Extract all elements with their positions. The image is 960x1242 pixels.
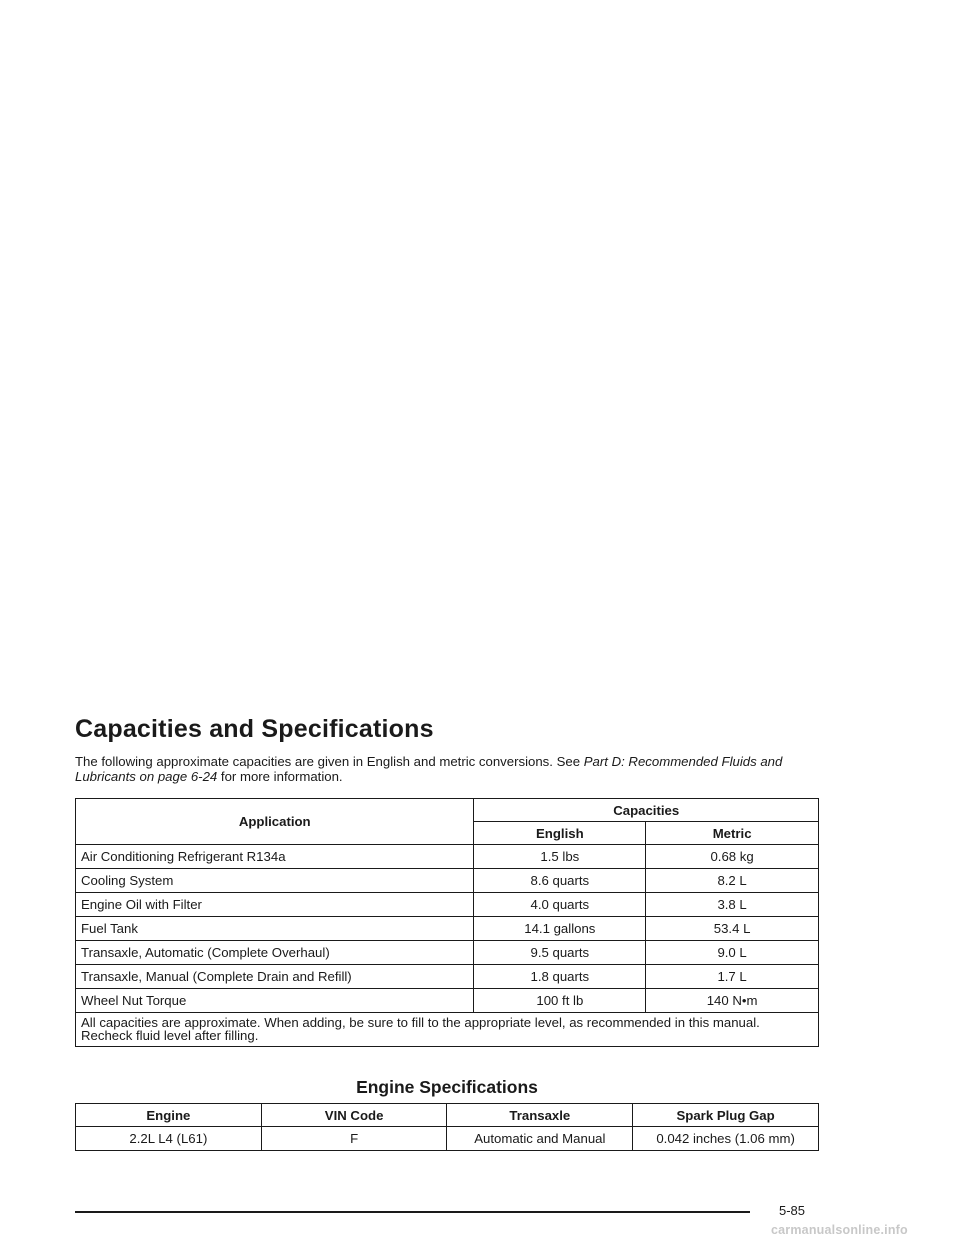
intro-paragraph (75, 754, 820, 784)
table-row (76, 869, 819, 893)
header-application: Application (76, 799, 474, 845)
table-row (76, 965, 819, 989)
application-cell: Air Conditioning Refrigerant R134a (76, 845, 474, 869)
metric-cell: 1.7 L (646, 965, 819, 989)
header-capacities: Capacities (474, 799, 819, 822)
page-number: 5-85 (779, 1203, 806, 1218)
transaxle-cell: Automatic and Manual (447, 1127, 633, 1151)
intro-text: The following approximate capacities are given in English and metric conversions. See (75, 754, 584, 769)
application-cell: Transaxle, Automatic (Complete Overhaul) (76, 941, 474, 965)
table-row (76, 1127, 819, 1151)
header-engine: Engine (76, 1104, 262, 1127)
engine-specs-table (75, 1103, 819, 1151)
spark-plug-gap-cell: 0.042 inches (1.06 mm) (633, 1127, 819, 1151)
capacities-note: All capacities are approximate. When adding, be sure to fill to the appropriate level, as recommended in this manual. Recheck fluid level after filling. (76, 1013, 819, 1047)
application-cell: Engine Oil with Filter (76, 893, 474, 917)
english-cell: 1.8 quarts (474, 965, 646, 989)
table-row (76, 989, 819, 1013)
application-cell: Transaxle, Manual (Complete Drain and Refill) (76, 965, 474, 989)
engine-cell: 2.2L L4 (L61) (76, 1127, 262, 1151)
application-cell: Cooling System (76, 869, 474, 893)
watermark: carmanualsonline.info (771, 1223, 908, 1237)
metric-cell: 9.0 L (646, 941, 819, 965)
application-cell: Wheel Nut Torque (76, 989, 474, 1013)
table-row (76, 893, 819, 917)
application-cell: Fuel Tank (76, 917, 474, 941)
metric-cell: 8.2 L (646, 869, 819, 893)
header-vin-code: VIN Code (261, 1104, 447, 1127)
english-cell: 8.6 quarts (474, 869, 646, 893)
table-row (76, 941, 819, 965)
header-transaxle: Transaxle (447, 1104, 633, 1127)
metric-cell: 53.4 L (646, 917, 819, 941)
page-title: Capacities and Specifications (75, 715, 434, 743)
footer-rule (75, 1211, 750, 1213)
capacities-table (75, 798, 819, 1047)
metric-cell: 140 N•m (646, 989, 819, 1013)
english-cell: 14.1 gallons (474, 917, 646, 941)
header-spark-plug-gap: Spark Plug Gap (633, 1104, 819, 1127)
table-row (76, 917, 819, 941)
header-metric: Metric (646, 822, 819, 845)
metric-cell: 3.8 L (646, 893, 819, 917)
english-cell: 1.5 lbs (474, 845, 646, 869)
table-note-row (76, 1013, 819, 1047)
metric-cell: 0.68 kg (646, 845, 819, 869)
english-cell: 4.0 quarts (474, 893, 646, 917)
engine-specs-title: Engine Specifications (356, 1077, 538, 1097)
english-cell: 100 ft lb (474, 989, 646, 1013)
english-cell: 9.5 quarts (474, 941, 646, 965)
intro-text-end: for more information. (217, 769, 343, 784)
header-english: English (474, 822, 646, 845)
vin-code-cell: F (261, 1127, 447, 1151)
cross-reference-link[interactable]: Part D: Recommended Fluids and Lubricants on page 6-24 (75, 754, 783, 784)
table-row (76, 845, 819, 869)
